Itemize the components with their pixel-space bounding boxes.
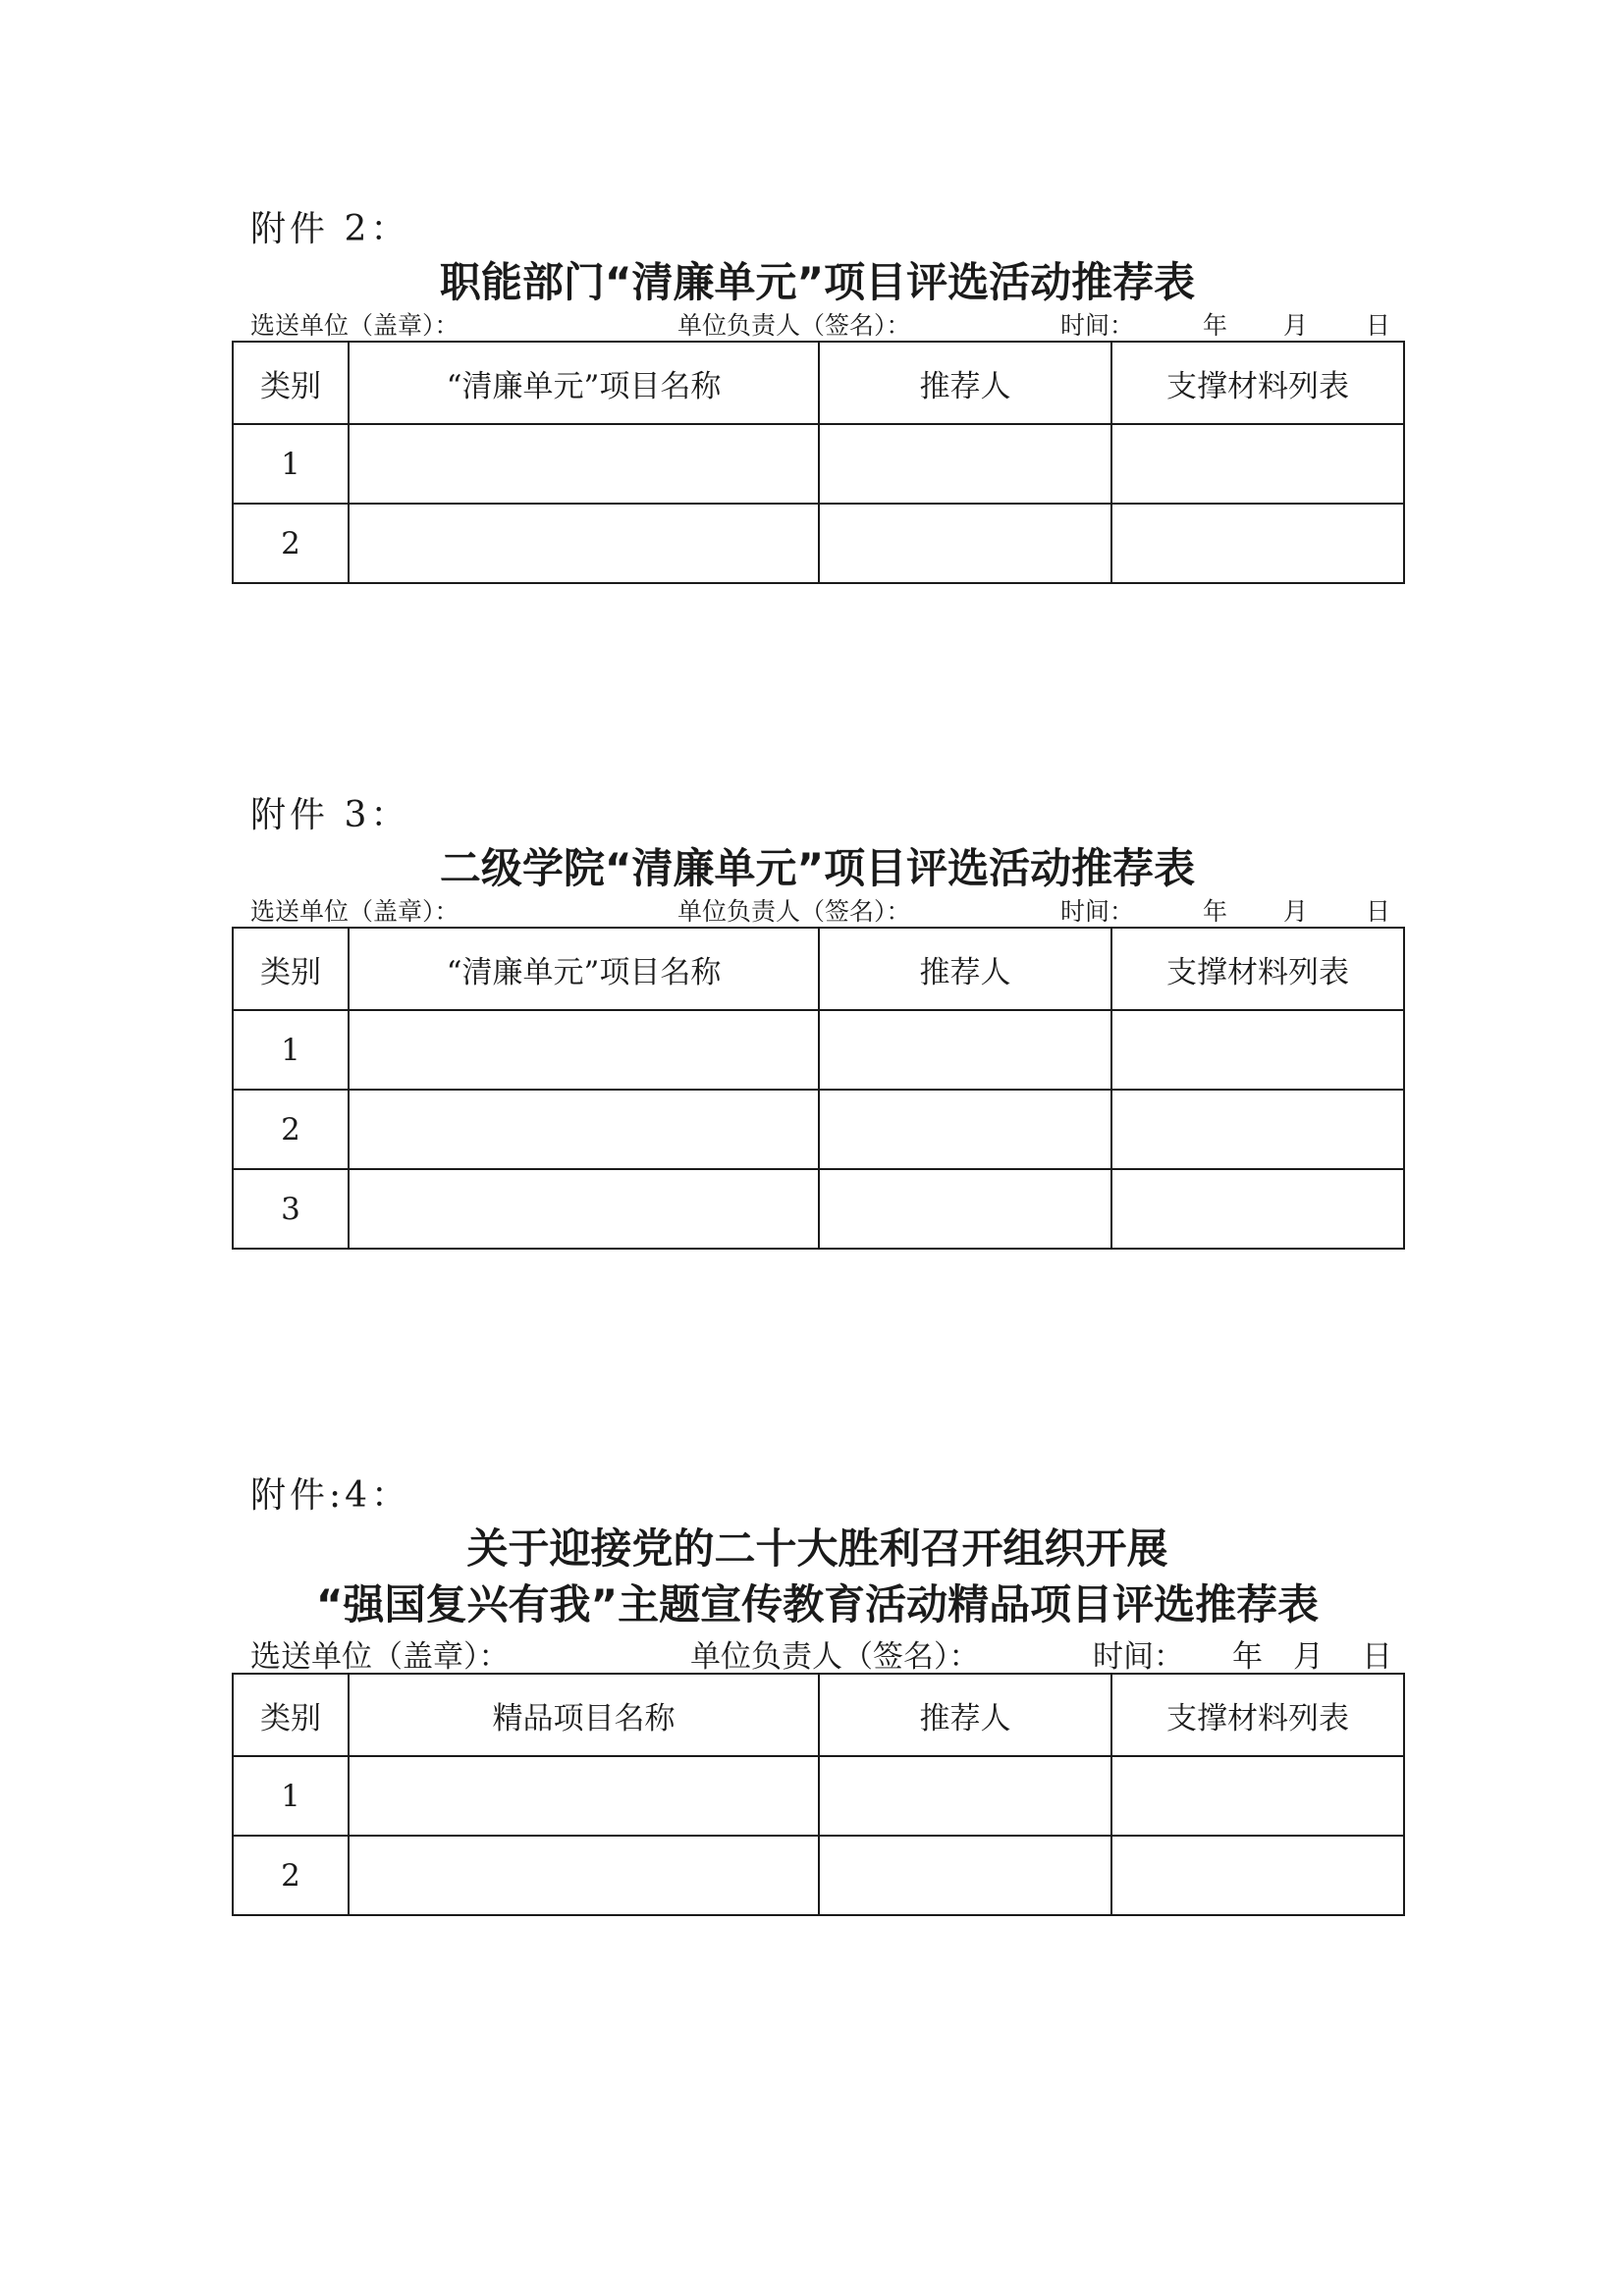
recommender-cell[interactable] [819, 1010, 1111, 1090]
leader-sign-label: 单位负责人（签名）： [690, 1639, 980, 1675]
row-number: 1 [233, 1010, 349, 1090]
row-number: 1 [233, 1756, 349, 1836]
project-name-cell[interactable] [349, 1756, 819, 1836]
year-label: 年 [1203, 897, 1228, 926]
time-label: 时间： [1093, 1639, 1184, 1675]
table-row [233, 1169, 1404, 1249]
year-label: 年 [1232, 1639, 1263, 1675]
leader-sign-label: 单位负责人（签名）： [677, 311, 911, 340]
col-category: 类别 [233, 928, 349, 1010]
col-recommender: 推荐人 [819, 1674, 1111, 1756]
unit-stamp-label: 选送单位（盖章）： [250, 897, 460, 926]
time-label: 时间： [1060, 897, 1135, 926]
leader-sign-label: 单位负责人（签名）： [677, 897, 911, 926]
table-row [233, 504, 1404, 583]
meta-row-2 [250, 306, 1403, 338]
col-project-name: 精品项目名称 [349, 1674, 819, 1756]
recommender-cell[interactable] [819, 1090, 1111, 1169]
col-materials: 支撑材料列表 [1111, 928, 1404, 1010]
materials-cell[interactable] [1111, 1169, 1404, 1249]
month-label: 月 [1283, 311, 1309, 340]
recommender-cell[interactable] [819, 1756, 1111, 1836]
month-label: 月 [1283, 897, 1309, 926]
table-header-row [233, 1674, 1404, 1756]
time-label: 时间： [1060, 311, 1135, 340]
year-label: 年 [1203, 311, 1228, 340]
materials-cell[interactable] [1111, 424, 1404, 504]
materials-cell[interactable] [1111, 1836, 1404, 1915]
row-number: 2 [233, 1090, 349, 1169]
row-number: 1 [233, 424, 349, 504]
form-title-2: 职能部门“清廉单元”项目评选活动推荐表 [439, 258, 1196, 306]
materials-cell[interactable] [1111, 504, 1404, 583]
meta-row-3 [250, 892, 1403, 924]
project-name-cell[interactable] [349, 1010, 819, 1090]
col-project-name: “清廉单元”项目名称 [349, 342, 819, 424]
recommend-table-4 [232, 1673, 1405, 1916]
project-name-cell[interactable] [349, 1090, 819, 1169]
attachment-label-3: 附件 3： [250, 795, 410, 835]
table-header-row [233, 928, 1404, 1010]
attachment-label-4: 附件:4： [250, 1475, 411, 1516]
col-category: 类别 [233, 1674, 349, 1756]
table-row [233, 1836, 1404, 1915]
table-header-row [233, 342, 1404, 424]
project-name-cell[interactable] [349, 424, 819, 504]
attachment-label-2: 附件 2： [250, 209, 410, 249]
col-project-name: “清廉单元”项目名称 [349, 928, 819, 1010]
project-name-cell[interactable] [349, 1836, 819, 1915]
recommend-table-3 [232, 927, 1405, 1250]
recommender-cell[interactable] [819, 504, 1111, 583]
table-row [233, 424, 1404, 504]
day-label: 日 [1362, 1639, 1392, 1675]
row-number: 3 [233, 1169, 349, 1249]
project-name-cell[interactable] [349, 504, 819, 583]
col-materials: 支撑材料列表 [1111, 1674, 1404, 1756]
recommender-cell[interactable] [819, 1836, 1111, 1915]
recommend-table-2 [232, 341, 1405, 584]
materials-cell[interactable] [1111, 1756, 1404, 1836]
row-number: 2 [233, 504, 349, 583]
recommender-cell[interactable] [819, 1169, 1111, 1249]
table-row [233, 1010, 1404, 1090]
col-materials: 支撑材料列表 [1111, 342, 1404, 424]
table-row [233, 1756, 1404, 1836]
form-title-3: 二级学院“清廉单元”项目评选活动推荐表 [439, 844, 1196, 892]
col-recommender: 推荐人 [819, 928, 1111, 1010]
month-label: 月 [1293, 1639, 1324, 1675]
form-title-4-line1: 关于迎接党的二十大胜利召开组织开展 [466, 1524, 1168, 1573]
unit-stamp-label: 选送单位（盖章）： [250, 1639, 510, 1675]
col-category: 类别 [233, 342, 349, 424]
form-title-4-line2: “强国复兴有我”主题宣传教育活动精品项目评选推荐表 [315, 1580, 1320, 1629]
project-name-cell[interactable] [349, 1169, 819, 1249]
col-recommender: 推荐人 [819, 342, 1111, 424]
day-label: 日 [1366, 311, 1391, 340]
recommender-cell[interactable] [819, 424, 1111, 504]
unit-stamp-label: 选送单位（盖章）： [250, 311, 460, 340]
table-row [233, 1090, 1404, 1169]
materials-cell[interactable] [1111, 1010, 1404, 1090]
day-label: 日 [1366, 897, 1391, 926]
materials-cell[interactable] [1111, 1090, 1404, 1169]
row-number: 2 [233, 1836, 349, 1915]
meta-row-4 [250, 1631, 1403, 1675]
